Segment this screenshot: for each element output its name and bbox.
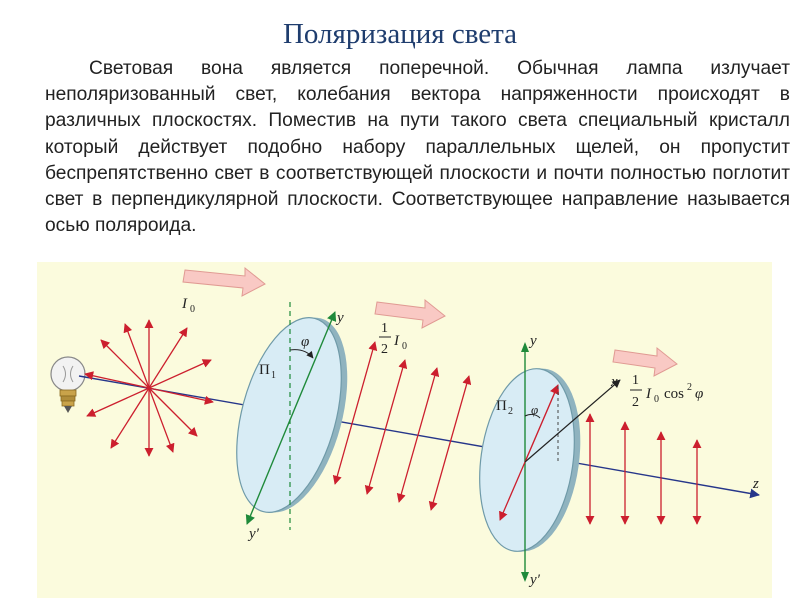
svg-text:0: 0 [654,394,659,405]
lamp-icon [51,357,85,413]
fraction-denominator-1: 2 [381,342,388,357]
polarization-figure [37,262,772,598]
polarizer-2 [469,362,592,557]
page-title: Поляризация света [282,18,517,50]
svg-text:2: 2 [687,382,692,393]
label-z: z [753,476,759,492]
fraction-denominator-2: 2 [632,395,639,410]
label-polarizer1: Π [259,362,270,378]
phi-label-1: φ [301,334,310,350]
label-phi-final: φ [695,386,704,402]
label-i0: I [182,296,187,312]
fraction-numerator-1: 1 [381,321,388,336]
direction-arrow-3 [613,348,677,376]
polarized-vectors-tilted [335,342,469,510]
label-final-intensity: I [646,386,651,402]
label-half-i0: I [394,333,399,349]
label-cos: cos [664,386,684,402]
svg-text:0: 0 [190,304,195,315]
phi-label-2: φ [531,402,539,417]
label-y-2: y [530,333,537,349]
svg-text:1: 1 [271,370,276,381]
svg-text:0: 0 [402,341,407,352]
polarized-vectors-vertical [590,414,697,524]
polarization-diagram [37,262,772,598]
label-polarizer2: Π [496,398,507,414]
body-paragraph: Световая вона является поперечной. Обычная лампа излучает неполяризованный свет, колебания вектора напряженности происходят в различных плоскостях. Поместив на пути такого света специальный кристалл который действует подобно набору параллельных щелей, он пропустит беспрепятственно свет в соответствующей плоскости и почти полностью поглотит свет в перпендикулярной плоскости. Соответствующее направление называется осью поляроида. [45,58,790,237]
fraction-numerator-2: 1 [632,373,639,388]
svg-text:2: 2 [508,406,513,417]
label-y-prime-2: y′ [530,572,540,588]
unpolarized-vectors [85,320,213,456]
label-y-prime-1: y′ [249,526,259,542]
direction-arrow-1 [183,268,265,296]
label-y-1: y [337,310,344,326]
label-x: x [611,374,618,390]
